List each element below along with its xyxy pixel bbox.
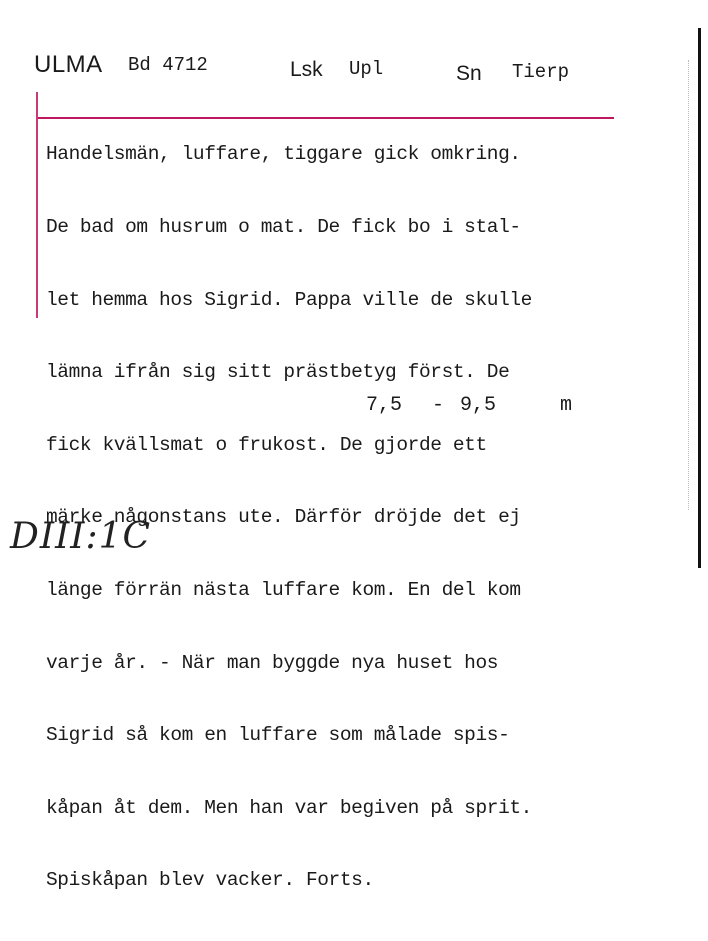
margin-line xyxy=(36,92,38,318)
text-line: lämna ifrån sig sitt prästbetyg först. De xyxy=(46,361,510,384)
record-id-label: Bd 4712 xyxy=(128,54,208,76)
landskap-label: Lsk xyxy=(290,58,323,81)
archive-code: ULMA xyxy=(34,51,103,78)
text-line: kåpan åt dem. Men han var begiven på sprit. xyxy=(46,796,532,819)
handwritten-signature: DIII:1C xyxy=(10,516,152,557)
text-line: Sigrid så kom en luffare som målade spis- xyxy=(46,724,510,747)
text-line: let hemma hos Sigrid. Pappa ville de skulle xyxy=(46,288,532,311)
text-line: Handelsmän, luffare, tiggare gick omkring. xyxy=(46,143,521,166)
scan-artifact xyxy=(688,60,690,510)
text-line: fick kvällsmat o frukost. De gjorde ett xyxy=(46,433,487,456)
text-line: länge förrän nästa luffare kom. En del kom xyxy=(46,578,521,601)
text-line: varje år. - När man byggde nya huset hos xyxy=(46,651,499,674)
card-edge xyxy=(698,28,701,568)
text-line: De bad om husrum o mat. De fick bo i stal- xyxy=(46,216,521,238)
measure-unit: m xyxy=(560,394,573,417)
landskap-value: Upl xyxy=(349,58,384,80)
measure-to: 9,5 xyxy=(460,394,497,417)
measure-from: 7,5 xyxy=(366,394,403,417)
socken-label: Sn xyxy=(456,62,482,85)
socken-value: Tierp xyxy=(512,61,570,83)
measure-dash: - xyxy=(432,394,445,417)
text-line: Spiskåpan blev vacker. Forts. xyxy=(46,869,374,892)
text-line: märke någonstans ute. Därför dröjde det ej xyxy=(46,506,521,529)
